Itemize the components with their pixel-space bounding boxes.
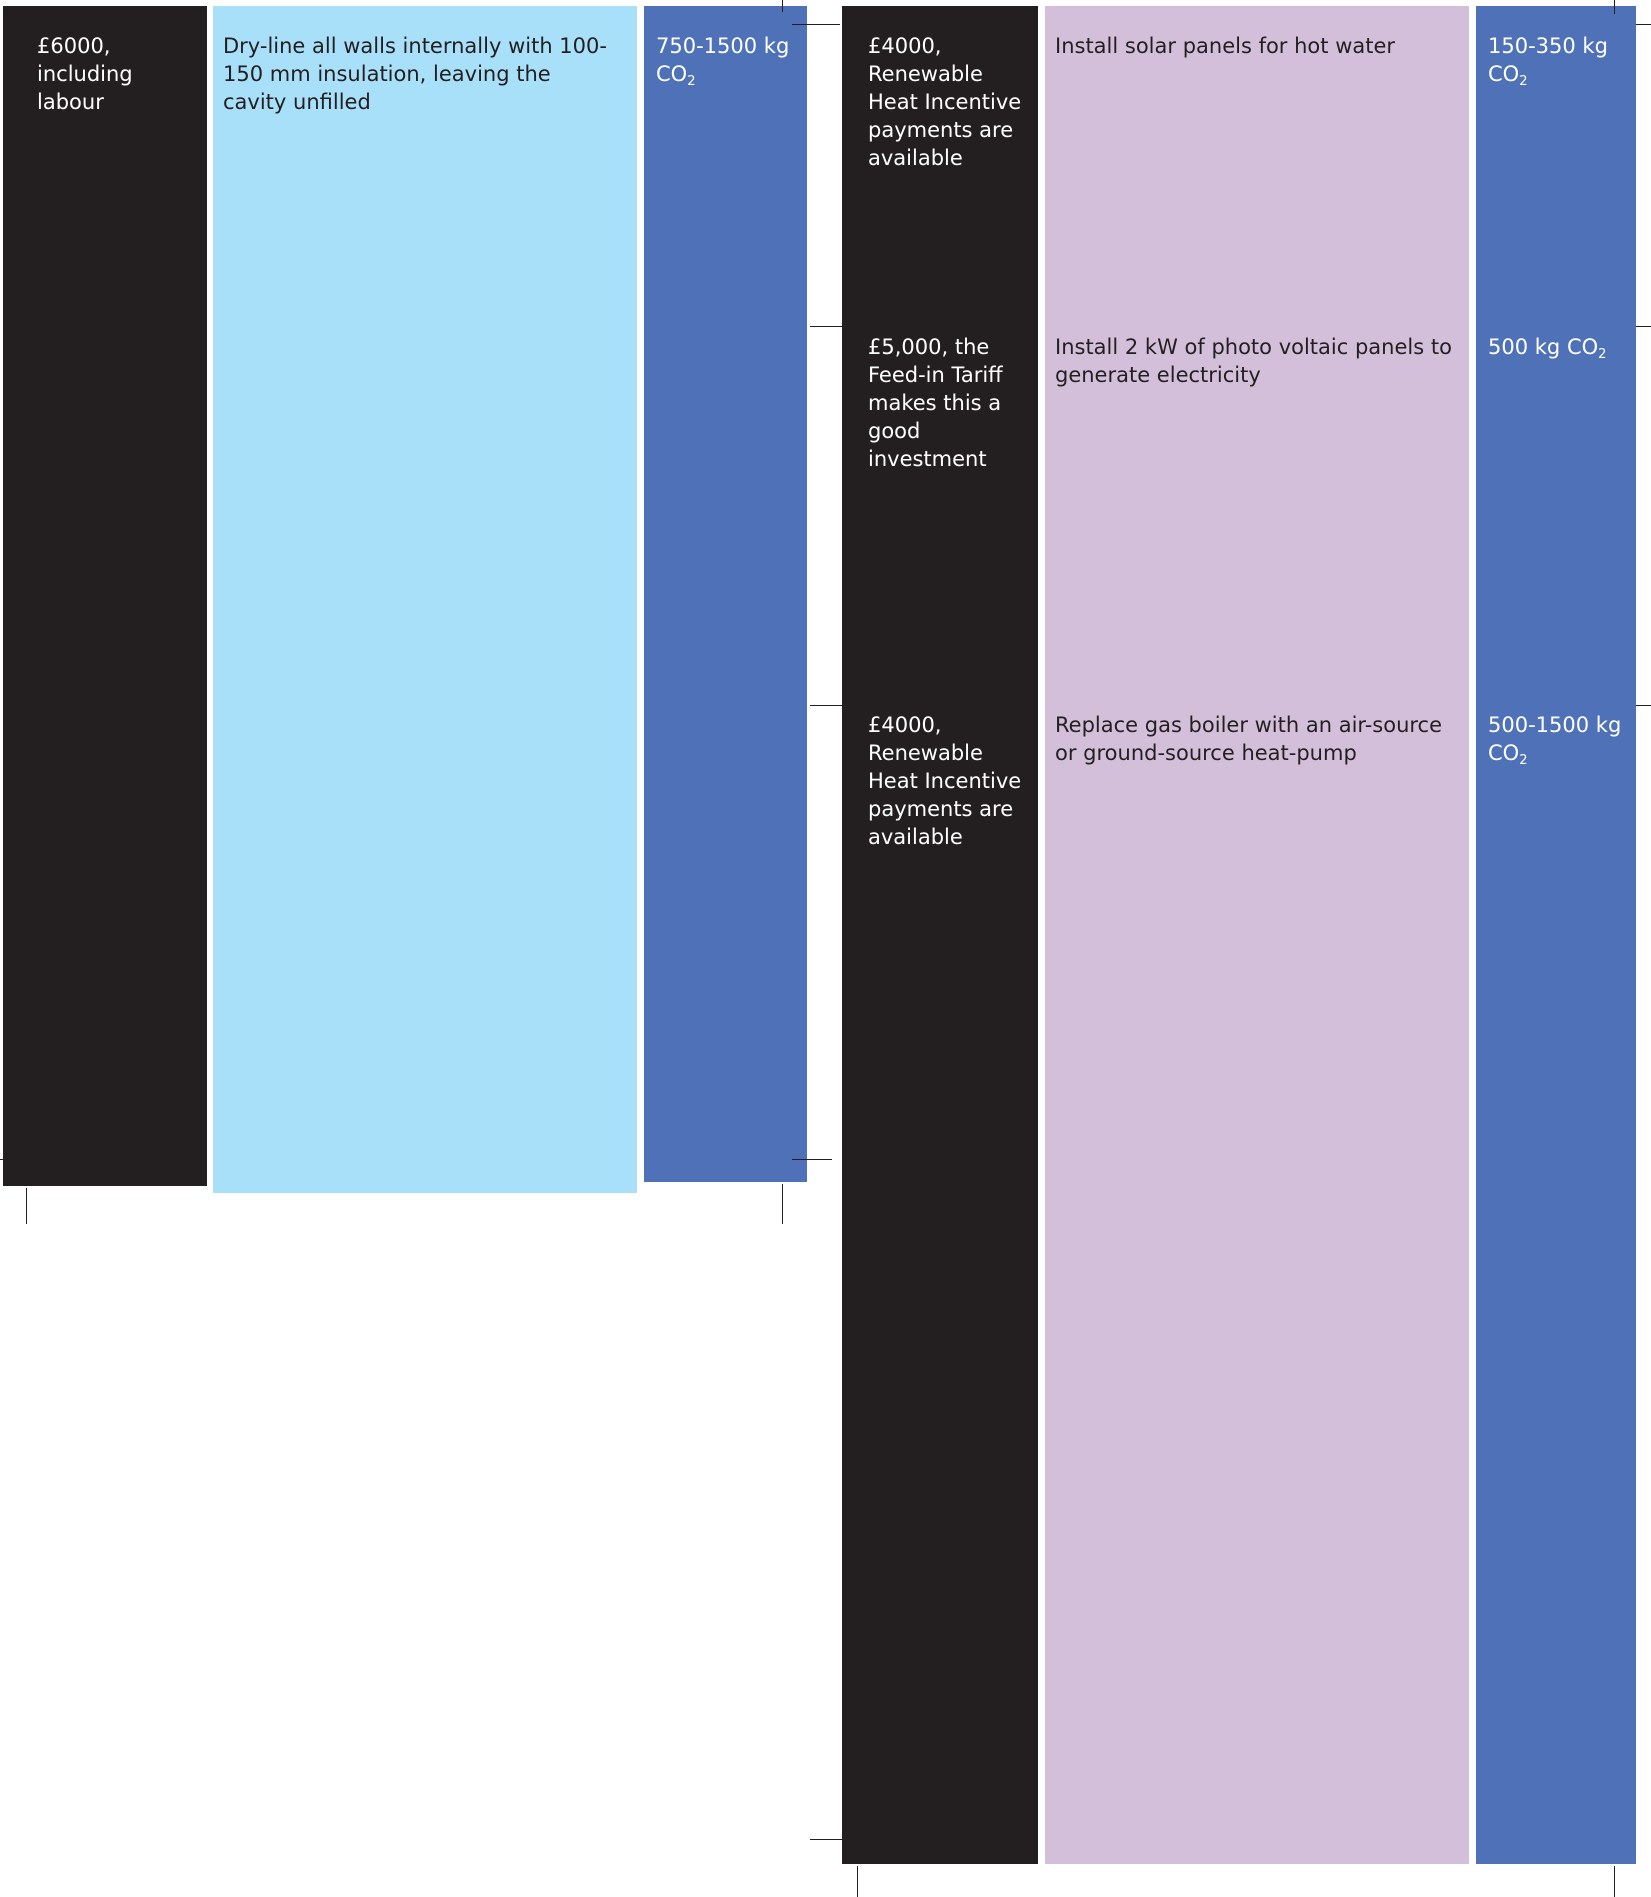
saving-text: 500 kg $CO_2$ bbox=[1488, 335, 1607, 362]
measure-text: Install 2 kW of photo voltaic panels to generate electricity bbox=[1055, 335, 1452, 387]
crop-mark bbox=[857, 1866, 858, 1897]
crop-mark bbox=[0, 1159, 18, 1160]
saving-text: 750-1500 kg $CO_2$ bbox=[656, 34, 790, 89]
crop-mark bbox=[1614, 0, 1615, 14]
cost-text: £6000, including labour bbox=[37, 34, 133, 114]
saving-text: 500-1500 kg $CO_2$ bbox=[1488, 713, 1622, 768]
measure-column-right bbox=[1045, 6, 1469, 1864]
crop-mark bbox=[1636, 326, 1651, 327]
saving-column-right bbox=[1476, 6, 1636, 1864]
crop-mark bbox=[1614, 1866, 1615, 1897]
crop-mark bbox=[810, 1839, 842, 1840]
measure-text: Install solar panels for hot water bbox=[1055, 34, 1396, 58]
crop-mark bbox=[26, 1188, 27, 1224]
crop-mark bbox=[782, 1184, 783, 1224]
crop-mark bbox=[1636, 705, 1651, 706]
cost-column-right bbox=[842, 6, 1038, 1864]
crop-mark bbox=[810, 705, 842, 706]
saving-column-left bbox=[644, 6, 807, 1182]
crop-mark bbox=[1636, 24, 1651, 25]
cost-text: £5,000, the Feed-in Tariff makes this a good investment bbox=[868, 335, 1003, 471]
cost-text: £4000, Renewable Heat Incentive payments are available bbox=[868, 713, 1022, 849]
measure-text: Replace gas boiler with an air-source or ground-source heat-pump bbox=[1055, 713, 1443, 765]
cost-text: £4000, Renewable Heat Incentive payments are available bbox=[868, 34, 1022, 170]
crop-mark bbox=[810, 326, 842, 327]
crop-mark bbox=[792, 1159, 832, 1160]
crop-mark bbox=[782, 0, 783, 12]
measure-column-left bbox=[213, 6, 637, 1193]
saving-text: 150-350 kg $CO_2$ bbox=[1488, 34, 1608, 89]
cost-column-left bbox=[3, 6, 207, 1186]
crop-mark bbox=[792, 24, 840, 25]
measure-text: Dry-line all walls internally with 100-150 mm insulation, leaving the cavity unfilled bbox=[223, 34, 607, 114]
